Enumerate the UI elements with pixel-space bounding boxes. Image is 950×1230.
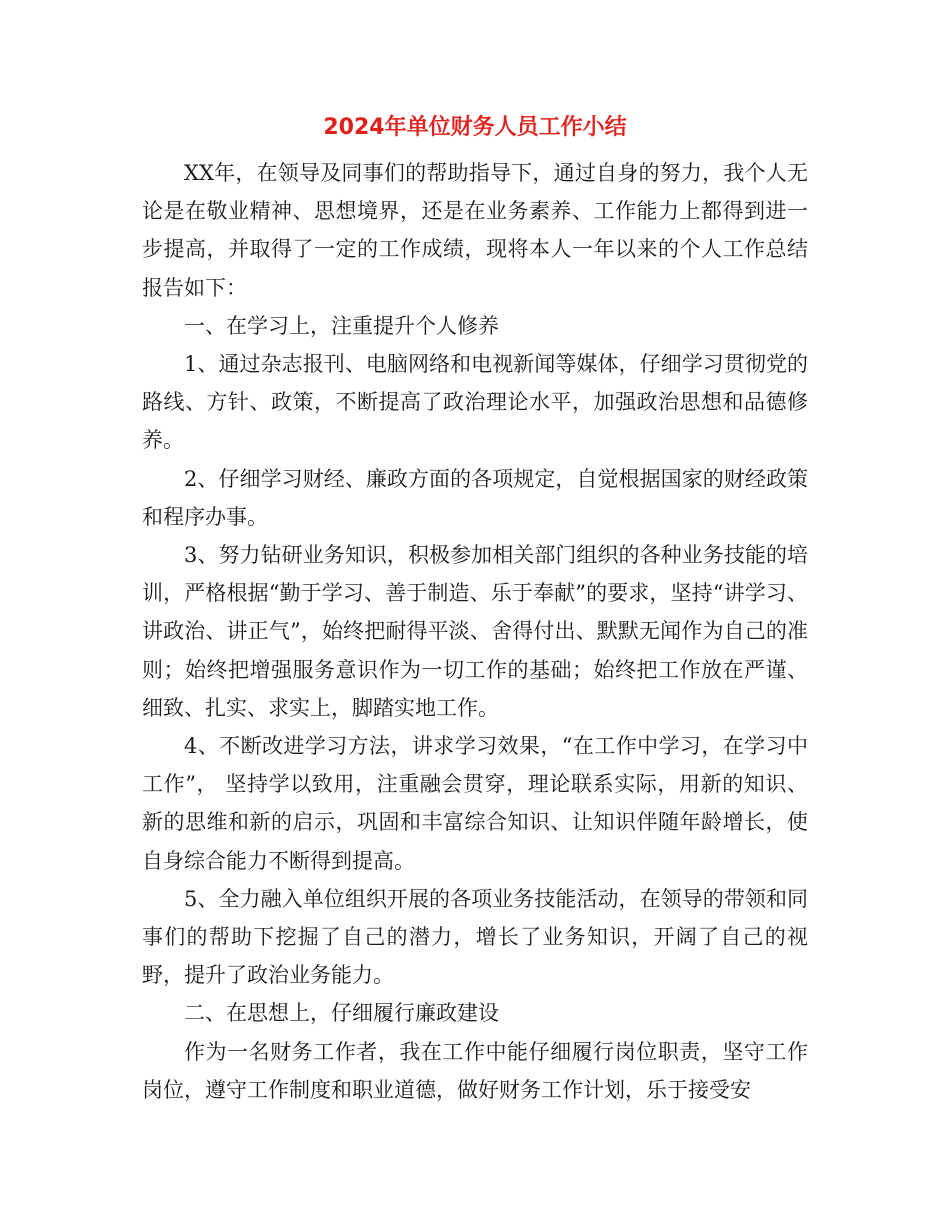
paragraph-study-3: 3、努力钻研业务知识，积极参加相关部门组织的各种业务技能的培训，严格根据“勤于学习、善于制造、乐于奉献”的要求，坚持“讲学习、讲政治、讲正气”，始终把耐得平淡、舍得付出、默默无闻作为自己的准则；始终把增强服务意识作为一切工作的基础；始终把工作放在严谨、细致、扎实、求实上，脚踏实地工作。 [142, 543, 808, 720]
document-body [142, 154, 808, 1109]
section-heading-study: 一、在学习上，注重提升个人修养 [184, 313, 499, 338]
document-title: 2024年单位财务人员工作小结 [323, 115, 627, 140]
paragraph-intro: XX年，在领导及同事们的帮助指导下，通过自身的努力，我个人无论是在敬业精神、思想境界，还是在业务素养、工作能力上都得到进一步提高，并取得了一定的工作成绩，现将本人一年以来的个人工作总结报告如下： [142, 161, 808, 300]
section-heading-ideology: 二、在思想上，仔细履行廉政建设 [184, 1001, 499, 1026]
paragraph-study-2: 2、仔细学习财经、廉政方面的各项规定，自觉根据国家的财经政策和程序办事。 [142, 466, 808, 529]
paragraph-study-4: 4、不断改进学习方法，讲求学习效果，“在工作中学习，在学习中工作”， 坚持学以致用，注重融会贯穿，理论联系实际，用新的知识、新的思维和新的启示，巩固和丰富综合知识、让知识伴随年龄增长，使自身综合能力不断得到提高。 [142, 734, 808, 873]
paragraph-ideology-1: 作为一名财务工作者，我在工作中能仔细履行岗位职责，坚守工作岗位，遵守工作制度和职业道德，做好财务工作计划，乐于接受安 [142, 1039, 808, 1102]
paragraph-study-1: 1、通过杂志报刊、电脑网络和电视新闻等媒体，仔细学习贯彻党的路线、方针、政策，不断提高了政治理论水平，加强政治思想和品德修养。 [142, 352, 808, 453]
paragraph-study-5: 5、全力融入单位组织开展的各项业务技能活动，在领导的带领和同事们的帮助下挖掘了自己的潜力，增长了业务知识，开阔了自己的视野，提升了政治业务能力。 [142, 886, 808, 988]
